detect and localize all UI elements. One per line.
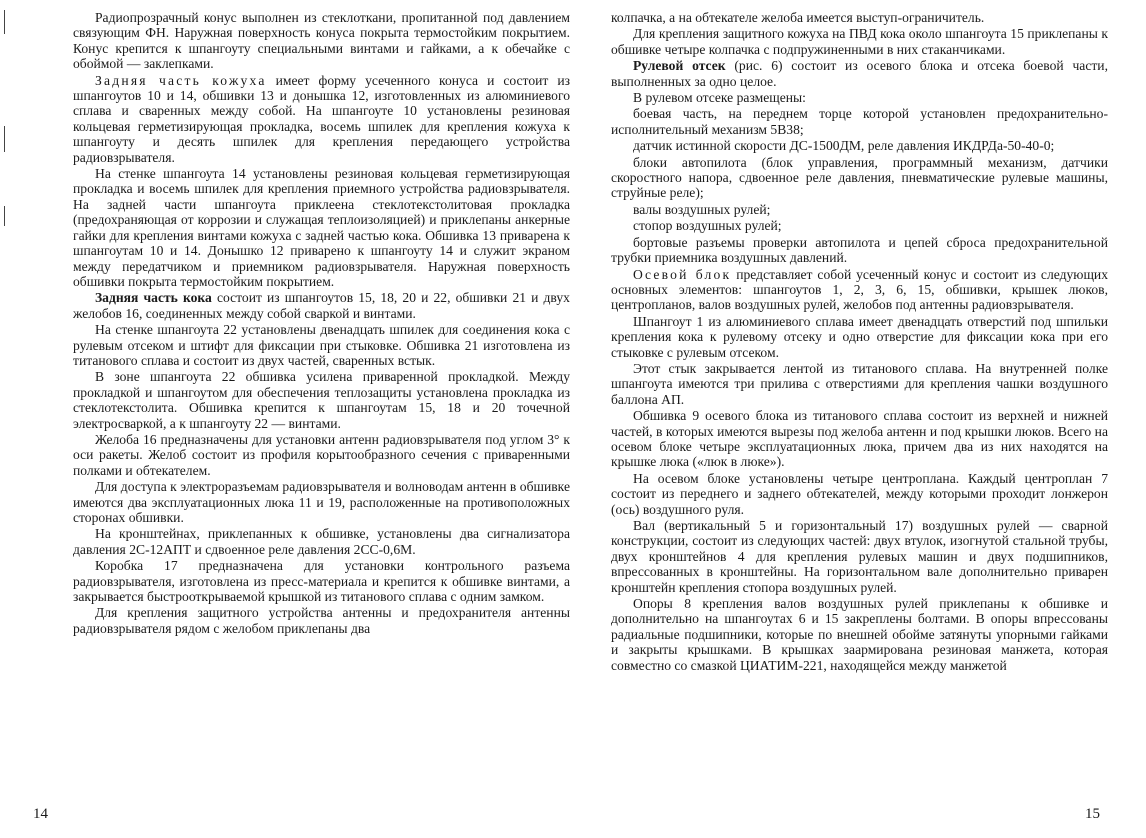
paragraph (73, 290, 570, 321)
page-number-right: 15 (1085, 806, 1100, 822)
paragraph (73, 558, 570, 604)
scan-margin-mark (4, 126, 5, 152)
paragraph-text: датчик истинной скорости ДС-1500ДМ, реле давления ИКДРДа-50-40-0; (633, 138, 1055, 154)
left-page (73, 10, 570, 810)
paragraph (611, 596, 1108, 673)
paragraph-text: блоки автопилота (блок управления, программный механизм, датчики скоростного напора, сдвоенное реле давления, пневматические рулевые машины, струйные реле); (611, 154, 1108, 201)
paragraph (73, 322, 570, 368)
paragraph (73, 432, 570, 478)
paragraph-text: представляет собой усеченный конус и состоит из следующих основных элементов: шпангоутов 1, 2, 3, 6, 15, обшивки, крышек люков, центропланов, валов воздушных рулей, желобов под антенны радиовзрывателя. (611, 266, 1108, 313)
paragraph-lead: Рулевой отсек (633, 58, 726, 74)
paragraph-text: Шпангоут 1 из алюминиевого сплава имеет двенадцать отверстий под шпильки крепления кока к рулевому отсеку и одно отверстие для фиксации кока при его стыковке с рулевым отсеком. (611, 313, 1108, 360)
paragraph (611, 314, 1108, 360)
paragraph (611, 471, 1108, 517)
paragraph-text: Радиопрозрачный конус выполнен из стеклоткани, пропитанной под давлением связующим ФН. Наружная поверхность конуса покрыта термостойким покрытием. Конус крепится к шпангоуту специальными винтами и гайками, а к обечайке с обоймой — заклепками. (73, 10, 570, 72)
paragraph (73, 369, 570, 431)
paragraph-text: На осевом блоке установлены четыре центроплана. Каждый центроплан 7 состоит из переднего и заднего обтекателей, между которыми проходит лонжерон (ось) воздушного руля. (611, 470, 1108, 517)
paragraph-text: боевая часть, на переднем торце которой установлен предохранительно-исполнительный механизм 5В38; (611, 106, 1108, 137)
paragraph-text: Желоба 16 предназначены для установки антенн радиовзрывателя под углом 3° к оси ракеты. Желоб состоит из профиля корытообразного сечения с приваренными полками и обтекателем. (73, 431, 570, 478)
paragraph (611, 202, 1108, 217)
paragraph (611, 235, 1108, 266)
paragraph-text: Опоры 8 крепления валов воздушных рулей приклепаны к обшивке и дополнительно на шпангоутах 6 и 15 закреплены болтами. В опоры впрессованы радиальные подшипники, которые по внешней обойме затянуты упорными гайками и закрыты крышками. В крышках заармирована резиновая манжета, которая совместно со смазкой ЦИАТИМ-221, находящейся между манжетой (611, 596, 1108, 673)
paragraph (611, 361, 1108, 407)
paragraph-text: бортовые разъемы проверки автопилота и цепей сброса предохранительной трубки приемника воздушных давлений. (611, 234, 1108, 266)
paragraph-text: валы воздушных рулей; (633, 201, 771, 217)
paragraph (611, 90, 1108, 105)
scan-margin-mark (4, 206, 5, 226)
paragraph (73, 73, 570, 165)
paragraph-text: В рулевом отсеке размещены: (633, 90, 806, 106)
paragraph-lead: Задняя часть кока (95, 290, 212, 306)
paragraph (611, 106, 1108, 137)
paragraph (73, 166, 570, 289)
paragraph-lead: Осевой блок (633, 266, 732, 282)
paragraph-text: имеет форму усеченного конуса и состоит из шпангоутов 10 и 14, обшивки 13 и донышка 12, изготовленных из алюминиевого сплава и сваренных между собой. На шпангоуте 10 установлены резиновая кольцевая герметизирующая прокладка, восемь шпилек для крепления кожуха к шпангоуту и десять шпилек для крепления передающего устройства радиовзрывателя. (73, 72, 570, 165)
paragraph-text: Для крепления защитного устройства антенны и предохранителя антенны радиовзрывателя рядом с желобом приклепаны два (73, 605, 570, 636)
paragraph (611, 10, 1108, 25)
paragraph-text: колпачка, а на обтекателе желоба имеется выступ-ограничитель. (611, 10, 985, 25)
paragraph-text: стопор воздушных рулей; (633, 218, 782, 234)
right-page (611, 10, 1108, 810)
paragraph (73, 605, 570, 636)
paragraph (611, 138, 1108, 153)
paragraph (73, 10, 570, 72)
paragraph (611, 26, 1108, 57)
paragraph-text: На стенке шпангоута 14 установлены резиновая кольцевая герметизирующая прокладка и восемь шпилек для крепления приемного устройства радиовзрывателя. На задней части шпангоута приклеена стеклотекстолитовая прокладка (предохраняющая от коррозии и служащая теплоизоляцией) и приклепаны анкерные гайки для крепления винтами кожуха с задней частью кока. Обшивка 13 приварена к шпангоутам 10 и 14. Донышко 12 приварено к шпангоуту 14 и служит экраном между передатчиком и приемником радиовзрывателя. Наружная поверхность обшивки покрыта термостойким покрытием. (73, 166, 570, 289)
paragraph-text: Вал (вертикальный 5 и горизонтальный 17) воздушных рулей — сварной конструкции, состоит из следующих частей: двух втулок, изогнутой стальной трубы, двух кронштейнов 4 для крепления рулевых машин и двух подшипников, впрессованных в кронштейны. На горизонтальном вале дополнительно приварен кронштейн крепления стопора воздушных рулей. (611, 518, 1108, 595)
paragraph (611, 408, 1108, 470)
paragraph-text: Обшивка 9 осевого блока из титанового сплава состоит из верхней и нижней частей, в которых имеются вырезы под желоба антенн и под крышки люков. Всего на осевом блоке четыре эксплуатационных люка, причем два из них находятся на крышке люка («люк в люке»). (611, 408, 1108, 470)
paragraph-text: На стенке шпангоута 22 установлены двенадцать шпилек для соединения кока с рулевым отсеком и штифт для фиксации при стыковке. Обшивка 21 изготовлена из титанового сплава и состоит из двух частей, сваренных встык. (73, 322, 570, 368)
paragraph-text: В зоне шпангоута 22 обшивка усилена приваренной прокладкой. Между прокладкой и шпангоутом для обеспечения теплозащиты установлена прокладка из стеклотекстолита. Обшивка крепится к шпангоутам 15, 18 и 20 точечной электросваркой, а к шпангоуту 22 — винтами. (73, 369, 570, 431)
paragraph-text: Этот стык закрывается лентой из титанового сплава. На внутренней полке шпангоута имеются три прилива с отверстиями для крепления чашки воздушного баллона АП. (611, 360, 1108, 407)
paragraph-text: Для крепления защитного кожуха на ПВД кока около шпангоута 15 приклепаны к обшивке четыре колпачка с подпружиненными в них стаканчиками. (611, 26, 1108, 57)
page-number-left: 14 (33, 806, 48, 822)
paragraph (611, 155, 1108, 201)
paragraph-text: состоит из шпангоутов 15, 18, 20 и 22, обшивки 21 и двух желобов 16, соединенных между собой сваркой и винтами. (73, 290, 570, 321)
paragraph-text: Для доступа к электроразъемам радиовзрывателя и волноводам антенн в обшивке имеются два эксплуатационных люка 11 и 19, расположенные на противоположных сторонах обшивки. (73, 479, 570, 525)
paragraph (611, 267, 1108, 313)
paragraph-lead: Задняя часть кожуха (95, 72, 267, 88)
paragraph-text: Коробка 17 предназначена для установки контрольного разъема радиовзрывателя, изготовлена из пресс-материала и крепится к обшивке винтами, а закрывается быстрооткрываемой крышкой из титанового сплава с одним замком. (73, 558, 570, 605)
paragraph-text: На кронштейнах, приклепанных к обшивке, установлены два сигнализатора давления 2С-12АПТ и сдвоенное реле давления 2СС-0,6М. (73, 526, 570, 557)
paragraph (611, 518, 1108, 595)
scan-margin-mark (4, 10, 5, 34)
paragraph (611, 58, 1108, 89)
paragraph (611, 218, 1108, 233)
paragraph (73, 479, 570, 525)
paragraph-text: (рис. 6) состоит из осевого блока и отсека боевой части, выполненных за одно целое. (611, 58, 1108, 89)
paragraph (73, 526, 570, 557)
